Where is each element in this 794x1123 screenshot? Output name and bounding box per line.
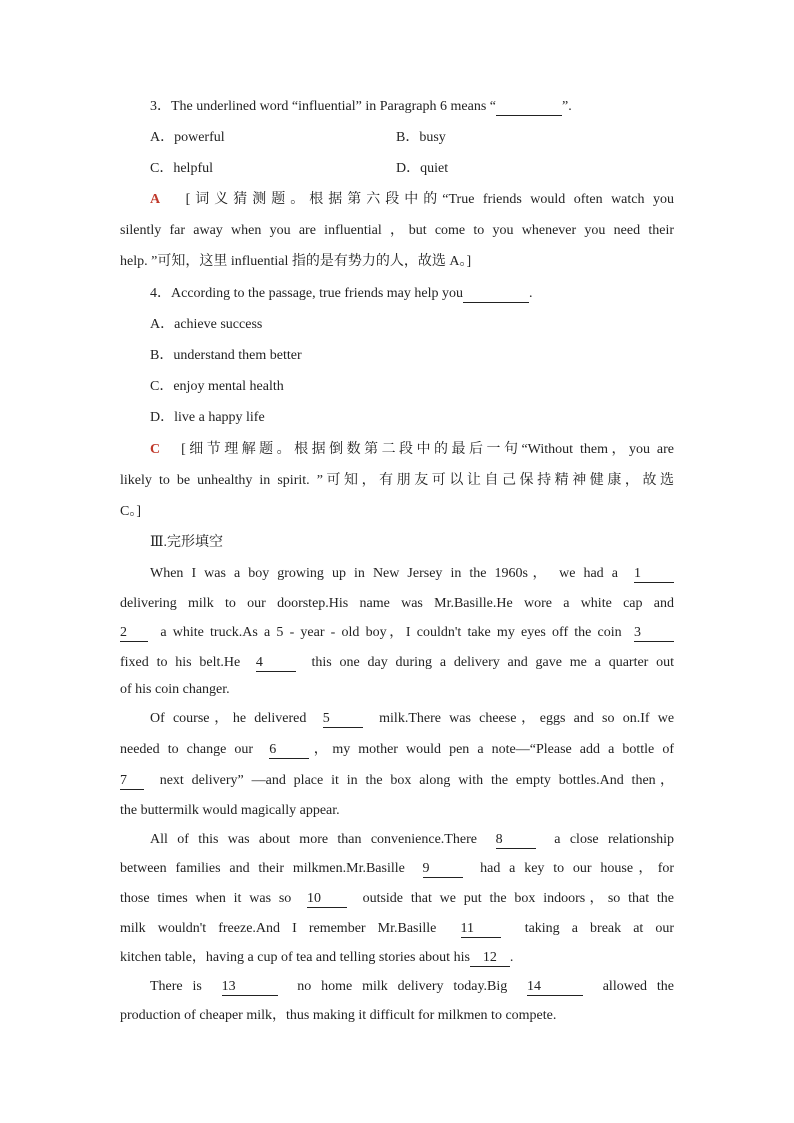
passage-text: milk.There was cheese，eggs and so on.If we xyxy=(379,711,675,726)
section-title: Ⅲ.完形填空 xyxy=(150,535,224,550)
question-4-explanation-line-1 xyxy=(150,440,674,460)
passage-line xyxy=(120,653,674,673)
passage-line xyxy=(120,623,674,643)
blank-7: 7 xyxy=(120,773,144,790)
question-4-stem-text: 4．According to the passage, true friends may help you xyxy=(150,286,463,301)
passage-line xyxy=(150,564,674,584)
option-c: C．helpful xyxy=(150,161,213,176)
question-4-stem-end: . xyxy=(528,286,533,301)
passage-text: fixed to his belt.He xyxy=(120,655,241,670)
passage-text: between families and their milkmen.Mr.Basille xyxy=(120,861,405,876)
question-3-explanation-line-1 xyxy=(150,190,674,210)
explanation-text: [词义猜测题。根据第六段中的“True friends would often watch you xyxy=(185,192,674,207)
blank-13: 13 xyxy=(222,979,278,996)
question-4-stem xyxy=(150,284,704,304)
passage-text: taking a break at our xyxy=(524,921,675,936)
answer-blank xyxy=(496,99,562,116)
blank-2: 2 xyxy=(120,625,148,642)
passage-text: . xyxy=(509,950,514,965)
blank-1: 1 xyxy=(634,566,674,583)
option-a: A．powerful xyxy=(150,130,225,145)
passage-text: needed to change our xyxy=(120,742,254,757)
passage-line xyxy=(120,771,674,791)
passage-line: the buttermilk would magically appear. xyxy=(120,803,340,818)
question-3-stem-text: 3．The underlined word “influential” in Paragraph 6 means “ xyxy=(150,99,496,114)
passage-text: Of course，he delivered xyxy=(150,711,307,726)
option-b: B．busy xyxy=(396,130,446,145)
question-3-options-row-1 xyxy=(150,128,704,148)
question-3-explanation-line-2: silently far away when you are influential ，but come to you whenever you need their xyxy=(120,223,674,238)
passage-text: this one day during a delivery and gave me a quarter out xyxy=(311,655,675,670)
blank-14: 14 xyxy=(527,979,583,996)
blank-11: 11 xyxy=(461,921,501,938)
answer-blank xyxy=(463,286,529,303)
question-3-stem xyxy=(150,97,704,117)
passage-line: of his coin changer. xyxy=(120,682,230,697)
passage-text: milk wouldn't freeze.And I remember Mr.Basille xyxy=(120,921,437,936)
blank-3: 3 xyxy=(634,625,674,642)
passage-line xyxy=(120,948,674,968)
passage-text: those times when it was so xyxy=(120,891,292,906)
passage-line xyxy=(120,919,674,939)
passage-text: a white truck.As a 5 - year - old boy，I couldn't take my eyes off the coin xyxy=(160,625,622,640)
passage-text: kitchen table，having a cup of tea and telling stories about his xyxy=(120,950,470,965)
passage-text: no home milk delivery today.Big xyxy=(297,979,508,994)
passage-text: allowed the xyxy=(602,979,674,994)
option-d: D．quiet xyxy=(396,161,449,176)
passage-text: All of this was about more than convenience.There xyxy=(150,832,477,847)
passage-text: had a key to our house，for xyxy=(480,861,675,876)
option-d: D．live a happy life xyxy=(150,410,265,425)
option-a: A．achieve success xyxy=(150,317,263,332)
blank-8: 8 xyxy=(496,832,536,849)
passage-line xyxy=(150,830,674,850)
passage-text: outside that we put the box indoors，so that the xyxy=(362,891,675,906)
answer-letter: C xyxy=(150,442,161,457)
answer-letter: A xyxy=(150,192,161,207)
option-b: B．understand them better xyxy=(150,348,302,363)
question-4-explanation-line-2: likely to be unhealthy in spirit. ”可知，有朋友可以让自己保持精神健康，故选 xyxy=(120,473,674,488)
blank-6: 6 xyxy=(269,742,309,759)
passage-line xyxy=(150,977,674,997)
passage-line xyxy=(120,859,674,879)
blank-10: 10 xyxy=(307,891,347,908)
passage-text: ，my mother would pen a note—“Please add a bottle of xyxy=(309,742,674,757)
passage-line: production of cheaper milk，thus making it difficult for milkmen to compete. xyxy=(120,1008,557,1023)
blank-4: 4 xyxy=(256,655,296,672)
passage-text: next delivery” —and place it in the box along with the empty bottles.And then， xyxy=(159,773,675,788)
option-c: C．enjoy mental health xyxy=(150,379,284,394)
question-3-explanation-line-3: help. ”可知，这里 influential 指的是有势力的人，故选 A。] xyxy=(120,254,472,269)
passage-line xyxy=(120,740,674,760)
blank-12: 12 xyxy=(470,950,510,967)
passage-line: delivering milk to our doorstep.His name was Mr.Basille.He wore a white cap and xyxy=(120,596,674,611)
explanation-text: [细节理解题。根据倒数第二段中的最后一句“Without them，you are xyxy=(181,442,675,457)
passage-text: There is xyxy=(150,979,202,994)
blank-5: 5 xyxy=(323,711,363,728)
passage-text: a close relationship xyxy=(554,832,675,847)
question-3-options-row-2 xyxy=(150,159,704,179)
blank-9: 9 xyxy=(423,861,463,878)
question-4-explanation-line-3: C。] xyxy=(120,504,141,519)
passage-text: When I was a boy growing up in New Jersey in the 1960s， we had a xyxy=(150,566,618,581)
passage-line xyxy=(120,889,674,909)
question-3-stem-end: ”. xyxy=(562,99,572,114)
passage-line xyxy=(150,709,674,729)
